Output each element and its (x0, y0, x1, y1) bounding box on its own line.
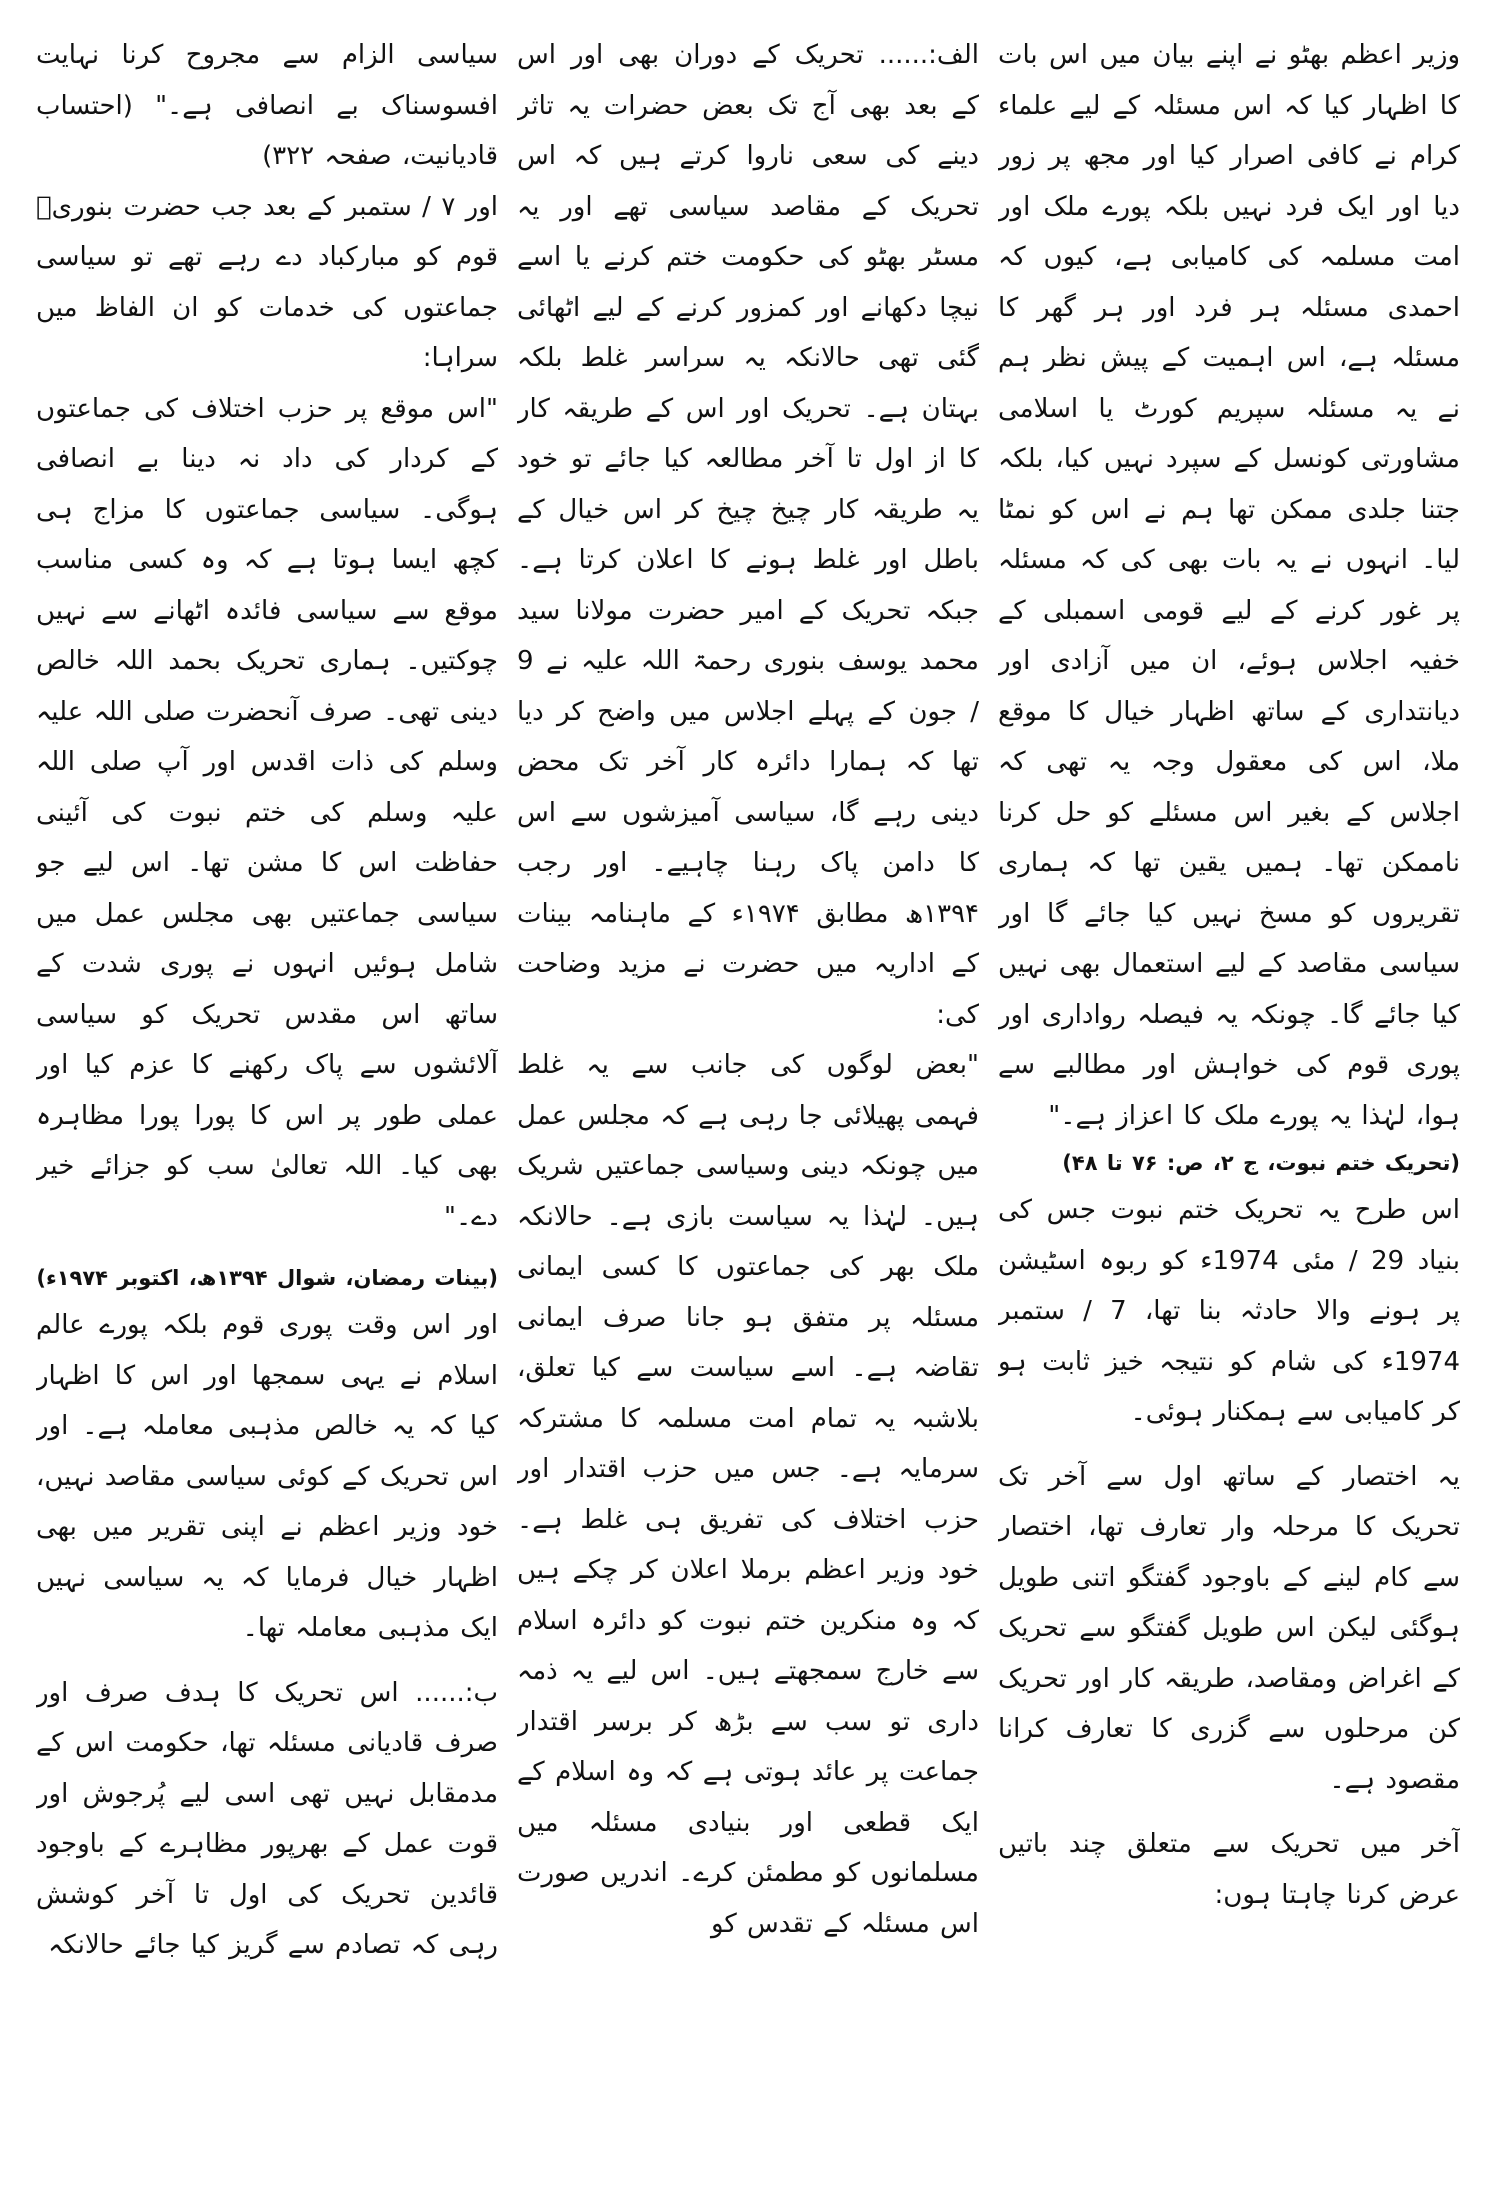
paragraph: یہ اختصار کے ساتھ اول سے آخر تک تحریک کا مرحلہ وار تعارف تھا، اختصار سے کام لینے کے باوجود گفتگو اتنی طویل ہوگئی لیکن اس طویل گفتگو سے تحریک کے اغراض ومقاصد، طریقہ کار اور تحریک کن مرحلوں سے گزری کا تعارف کرانا مقصود ہے۔ (998, 1461, 1460, 1795)
paragraph: الف:...... تحریک کے دوران بھی اور اس کے بعد بھی آج تک بعض حضرات یہ تاثر دینے کی سعی ناروا کرتے ہیں کہ اس تحریک کے مقاصد سیاسی تھے اور یہ مسٹر بھٹو کی حکومت ختم کرنے یا اسے نیچا دکھانے اور کمزور کرنے کے لیے اٹھائی گئی تھی حالانکہ یہ سراسر غلط بلکہ بہتان ہے۔ تحریک اور اس کے طریقہ کار کا از اول تا آخر مطالعہ کیا جائے تو خود یہ طریقہ کار چیخ چیخ کر اس خیال کے باطل اور غلط ہونے کا اعلان کرتا ہے۔ جبکہ تحریک کے امیر حضرت مولانا سید محمد یوسف بنوری رحمۃ اللہ علیہ نے 9 / جون کے پہلے اجلاس میں واضح کر دیا تھا کہ ہمارا دائرہ کار آخر تک محض دینی رہے گا، سیاسی آمیزشوں سے اس کا دامن پاک رہنا چاہیے۔ اور رجب ۱۳۹۴ھ مطابق ۱۹۷۴ء کے ماہنامہ بینات کے اداریہ میں حضرت نے مزید وضاحت کی: (517, 40, 979, 1030)
column-left (36, 30, 498, 2170)
paragraph: وزیر اعظم بھٹو نے اپنے بیان میں اس بات کا اظہار کیا کہ اس مسئلہ کے لیے علماء کرام نے کافی اصرار کیا اور مجھ پر زور دیا اور ایک فرد نہیں بلکہ پورے ملک اور امت مسلمہ کی کامیابی ہے، کیوں کہ احمدی مسئلہ ہر فرد اور ہر گھر کا مسئلہ ہے، اس اہمیت کے پیش نظر ہم نے یہ مسئلہ سپریم کورٹ یا اسلامی مشاورتی کونسل کے سپرد نہیں کیا، بلکہ جتنا جلدی ممکن تھا ہم نے اس کو نمٹا لیا۔ انہوں نے یہ بات بھی کی کہ مسئلہ پر غور کرنے کے لیے قومی اسمبلی کے خفیہ اجلاس ہوئے، ان میں آزادی اور دیانتداری کے ساتھ اظہار خیال کا موقع ملا، اس کی معقول وجہ یہ تھی کہ اجلاس کے بغیر اس مسئلے کو حل کرنا ناممکن تھا۔ ہمیں یقین تھا کہ ہماری تقریروں کو مسخ نہیں کیا جائے گا اور سیاسی مقاصد کے لیے استعمال بھی نہیں کیا جائے گا۔ چونکہ یہ فیصلہ رواداری اور پوری قوم کی خواہش اور مطالبے سے ہوا، لہٰذا یہ پورے ملک کا اعزاز ہے۔" (998, 40, 1460, 1131)
citation: (تحریک ختم نبوت، ج ۲، ص: ۷۶ تا ۴۸) (1062, 1151, 1460, 1175)
paragraph: سیاسی الزام سے مجروح کرنا نہایت افسوسناک بے انصافی ہے۔" (احتساب قادیانیت، صفحہ ۳۲۲) (36, 40, 498, 171)
paragraph: اور ۷ / ستمبر کے بعد جب حضرت بنوریؒ قوم کو مبارکباد دے رہے تھے تو سیاسی جماعتوں کی خدمات کو ان الفاظ میں سراہا: (36, 191, 498, 373)
paragraph: اور اس وقت پوری قوم بلکہ پورے عالم اسلام نے یہی سمجھا اور اس کا اظہار کیا کہ یہ خالص مذہبی معاملہ ہے۔ اور اس تحریک کے کوئی سیاسی مقاصد نہیں، خود وزیر اعظم نے اپنی تقریر میں بھی اظہار خیال فرمایا کہ یہ سیاسی نہیں ایک مذہبی معاملہ تھا۔ (36, 1310, 498, 1643)
citation: (بینات رمضان، شوال ۱۳۹۴ھ، اکتوبر ۱۹۷۴ء) (36, 1266, 498, 1290)
column-right (998, 30, 1460, 2170)
text-columns (36, 30, 1460, 2170)
paragraph: ب:...... اس تحریک کا ہدف صرف اور صرف قادیانی مسئلہ تھا، حکومت اس کے مدمقابل نہیں تھی اسی لیے پُرجوش اور قوت عمل کے بھرپور مظاہرے کے باوجود قائدین تحریک کی اول تا آخر کوشش رہی کہ تصادم سے گریز کیا جائے حالانکہ (36, 1677, 498, 1960)
quote-paragraph: "بعض لوگوں کی جانب سے یہ غلط فہمی پھیلائی جا رہی ہے کہ مجلس عمل میں چونکہ دینی وسیاسی جماعتیں شریک ہیں۔ لہٰذا یہ سیاست بازی ہے۔ حالانکہ ملک بھر کی جماعتوں کا کسی ایمانی مسئلہ پر متفق ہو جانا صرف ایمانی تقاضہ ہے۔ اسے سیاست سے کیا تعلق، بلاشبہ یہ تمام امت مسلمہ کا مشترکہ سرمایہ ہے۔ جس میں حزب اقتدار اور حزب اختلاف کی تفریق ہی غلط ہے۔ خود وزیر اعظم برملا اعلان کر چکے ہیں کہ وہ منکرین ختم نبوت کو دائرہ اسلام سے خارج سمجھتے ہیں۔ اس لیے یہ ذمہ داری تو سب سے بڑھ کر برسر اقتدار جماعت پر عائد ہوتی ہے کہ وہ اسلام کے ایک قطعی اور بنیادی مسئلہ میں مسلمانوں کو مطمئن کرے۔ اندریں صورت اس مسئلہ کے تقدس کو (517, 1050, 979, 1939)
column-middle (517, 30, 979, 2170)
paragraph: اس طرح یہ تحریک ختم نبوت جس کی بنیاد 29 / مئی 1974ء کو ربوہ اسٹیشن پر ہونے والا حادثہ بنا تھا، 7 / ستمبر 1974ء کی شام کو نتیجہ خیز ثابت ہو کر کامیابی سے ہمکنار ہوئی۔ (998, 1195, 1460, 1427)
paragraph: آخر میں تحریک سے متعلق چند باتیں عرض کرنا چاہتا ہوں: (998, 1829, 1460, 1910)
quote-paragraph: "اس موقع پر حزب اختلاف کی جماعتوں کے کردار کی داد نہ دینا بے انصافی ہوگی۔ سیاسی جماعتوں کا مزاج ہی کچھ ایسا ہوتا ہے کہ وہ کسی مناسب موقع سے سیاسی فائدہ اٹھانے سے نہیں چوکتیں۔ ہماری تحریک بحمد اللہ خالص دینی تھی۔ صرف آنحضرت صلی اللہ علیہ وسلم کی ذات اقدس اور آپ صلی اللہ علیہ وسلم کی ختم نبوت کی آئینی حفاظت اس کا مشن تھا۔ اس لیے جو سیاسی جماعتیں بھی مجلس عمل میں شامل ہوئیں انہوں نے پوری شدت کے ساتھ اس مقدس تحریک کو سیاسی آلائشوں سے پاک رکھنے کا عزم کیا اور عملی طور پر اس کا پورا پورا مظاہرہ بھی کیا۔ اللہ تعالیٰ سب کو جزائے خیر دے۔" (36, 393, 498, 1232)
